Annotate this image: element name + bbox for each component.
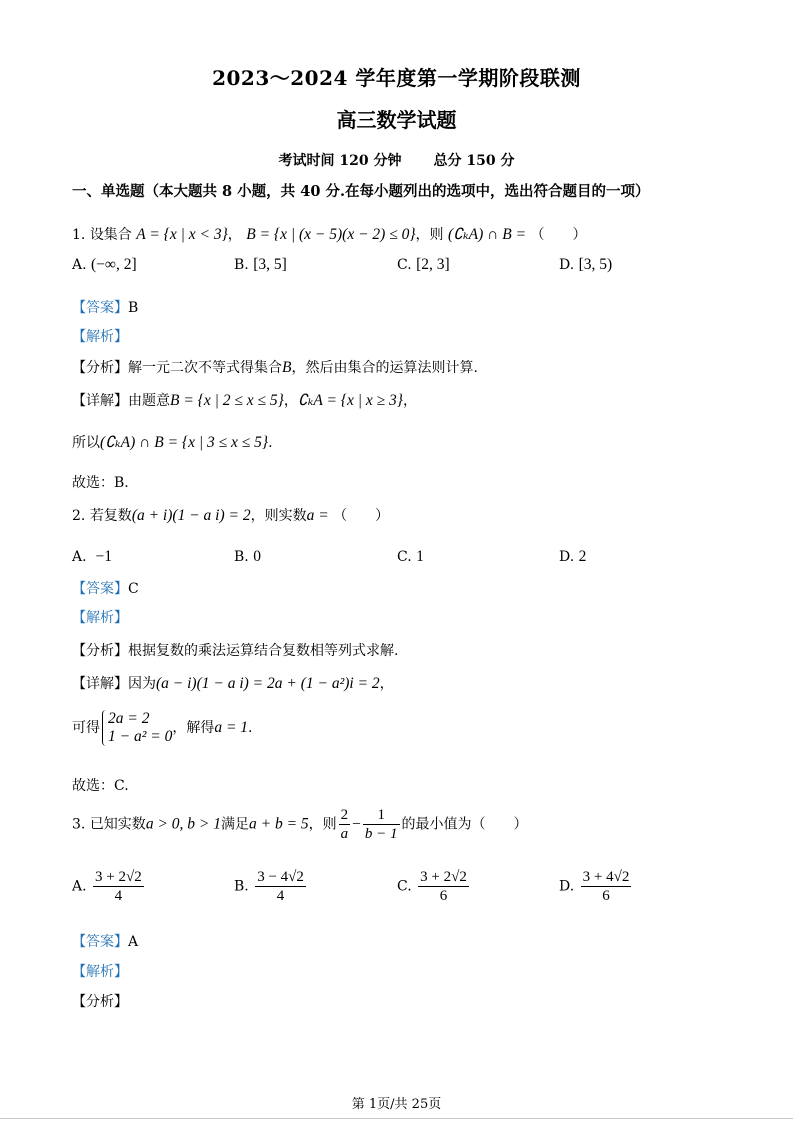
q1-option-b-value: [3, 5] [253, 256, 287, 273]
answer-label: 【答案】 [72, 300, 128, 316]
footer-divider [0, 1118, 793, 1119]
page-footer: 第 1页/共 25页 [351, 1097, 442, 1112]
q2-analysis-label: 【解析】 [72, 610, 128, 626]
q2-choose: 故选：C. [72, 778, 129, 794]
q1-fenxi: 【分析】解一元二次不等式得集合B，然后由集合的运算法则计算. [72, 359, 478, 376]
q1-set-a: A = {x | x < 3} [136, 226, 228, 243]
q3-answer: 【答案】A [72, 934, 139, 950]
q1-option-c-value: [2, 3] [416, 256, 450, 273]
q2-stem: 2. 若复数(a + i)(1 − a i) = 2，则实数a = （ ） [72, 507, 390, 524]
q3-option-d: D. $\frac{3 + 4√2}{6}$ [559, 869, 630, 904]
q1-answer [72, 297, 138, 317]
q2-number: 2. [72, 508, 86, 524]
q2-get: 可得 2a = 2 1 − a² = 0 ，解得a = 1. [72, 710, 253, 745]
q1-paren: （ ） [530, 227, 587, 243]
q1-then: ，则 [415, 227, 444, 243]
q2-cases: 2a = 2 1 − a² = 0 [102, 710, 172, 746]
q3-number: 3. [72, 816, 86, 833]
q3-analysis-label: 【解析】 [72, 964, 128, 980]
q2-expr: (a + i)(1 − a i) = 2 [131, 507, 251, 524]
q1-so: 所以(∁ₖA) ∩ B = {x | 3 ≤ x ≤ 5}. [72, 434, 273, 451]
q3-stem: 3. 已知实数a > 0, b > 1满足a + b = 5，则 $\frac{2}{a}$ − $\frac{1}{b - 1}$ 的最小值为（ ） [72, 807, 528, 842]
q2-option-b: B. 0 [234, 548, 261, 565]
q2-answer: 【答案】C [72, 581, 139, 597]
q1-choose: 故选：B. [72, 475, 129, 491]
q3-option-c: C. $\frac{3 + 2√2}{6}$ [397, 869, 467, 904]
q1-option-d-value: [3, 5) [578, 256, 613, 273]
q1-number: 1. [72, 227, 86, 243]
total-score: 总分 150 分 [433, 153, 515, 169]
q1-option-a-value: (−∞, 2] [91, 256, 137, 273]
q2-option-d: D. 2 [559, 548, 587, 565]
q1-set-b: B = {x | (x − 5)(x − 2) ≤ 0} [246, 226, 416, 243]
section-heading: 一、单选题（本大题共 8 小题，共 40 分.在每小题列出的选项中，选出符合题目的一项） [72, 183, 650, 200]
q1-answer-value: B [128, 300, 139, 316]
q1-option-a: A. (−∞, 2] [72, 256, 137, 273]
exam-meta [0, 150, 793, 170]
q1-stem: 1. 设集合 A = {x | x < 3}， B = {x | (x − 5)(x − 2) ≤ 0}，则 (∁ₖA) ∩ B = （ ） [72, 226, 587, 243]
q2-detail: 【详解】因为(a − i)(1 − a i) = 2a + (1 − a²)i = 2， [72, 675, 394, 692]
q3-fenxi-label: 【分析】 [72, 994, 128, 1010]
q1-expr: (∁ₖA) ∩ B = [448, 226, 527, 243]
q3-frac-2: $\frac{1}{b - 1}$ [364, 807, 398, 842]
q3-frac-1: $\frac{2}{a}$ [340, 807, 349, 842]
q1-option-c: C. [2, 3] [397, 256, 450, 273]
q2-option-c: C. 1 [397, 548, 424, 565]
q3-option-b: B. $\frac{3 - 4√2}{4}$ [234, 869, 304, 904]
q1-option-b: B. [3, 5] [234, 256, 287, 273]
q2-fenxi: 【分析】根据复数的乘法运算结合复数相等列式求解. [72, 643, 399, 659]
q3-option-a: A. $\frac{3 + 2√2}{4}$ [72, 869, 142, 904]
exam-title: 2023～2024 学年度第一学期阶段联测 [212, 66, 581, 90]
q1-detail: 【详解】由题意B = {x | 2 ≤ x ≤ 5}，∁ₖA = {x | x ≥ 3}， [72, 392, 417, 409]
exam-subtitle: 高三数学试题 [336, 108, 457, 132]
q2-option-a: A. −1 [72, 548, 112, 565]
q1-option-d: D. [3, 5) [559, 256, 613, 273]
q1-stem-pre: 设集合 [89, 227, 132, 243]
exam-time: 考试时间 120 分钟 [278, 153, 402, 169]
q1-analysis-label: 【解析】 [72, 329, 128, 345]
